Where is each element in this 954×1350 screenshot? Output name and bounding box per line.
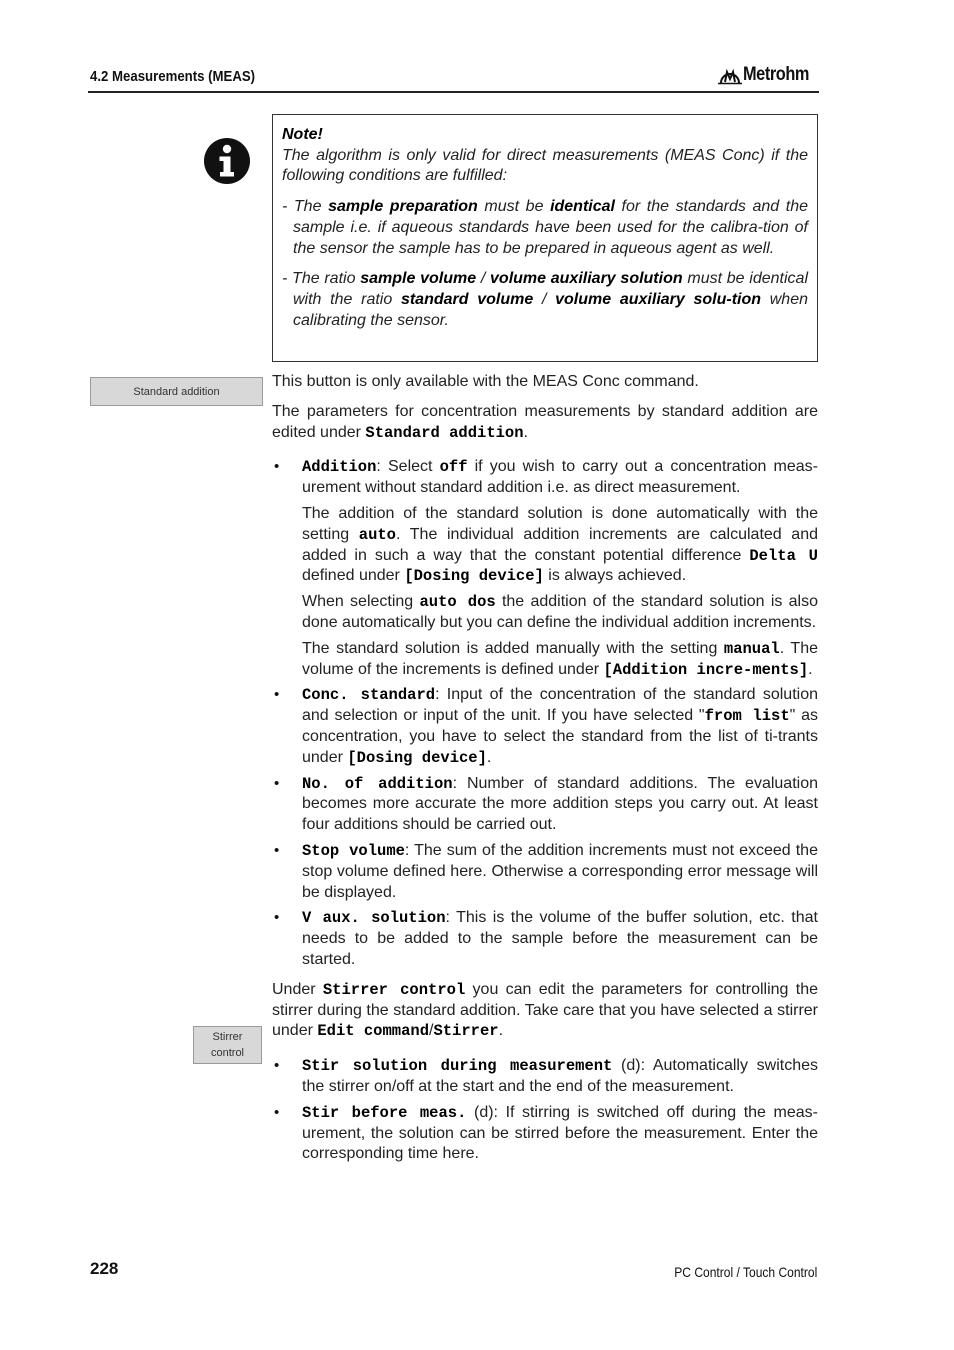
note-condition-2: - The ratio sample volume / volume auxiliary solution must be identical with the ratio standard volume / volume auxiliary solu-tion when calibrating the sensor. [282,270,809,329]
addition-auto-text: The addition of the standard solution is done automatically with the setting auto. The individual addition increments are calculated and added in such a way that the constant potential difference Delta U defined under [Dosing device] is always achieved. [302,504,819,586]
standard-addition-button[interactable]: Standard addition [90,377,263,406]
list-item-addition: • Addition: Select off if you wish to carry out a concentration meas-urement without standard addition i.e. as direct measurement. The addition of the standard solution is done automatically with the setting auto. The individual addition increments are calculated and added in such a way that the constant potential difference Delta U defined under [Dosing device] is always achieved. When selecting auto dos the addition of the standard solution is also done automatically but you can define the individual addition increments. The standard solution is added manually with the setting manual. The volume of the increments is defined under [Addition incre-ments]. [272,457,818,680]
stirrer-control-button[interactable] [193,1026,262,1064]
paragraph-availability: This button is only available with the MEAS Conc command. [272,373,699,390]
note-intro: The algorithm is only valid for direct measurements (MEAS Conc) if the following conditions are fulfilled: [282,146,808,185]
logo-text: Metrohm [743,64,809,85]
stirrer-button-line-2: control [210,1047,245,1059]
list-item-stir-solution: • Stir solution during measurement (d): Automatically switches the stirrer on/off at the start and the end of the measurement. [272,1056,818,1098]
stirrer-parameter-list [272,1056,818,1165]
list-item-conc-standard: • Conc. standard: Input of the concentration of the standard solution and selection or input of the unit. If you have selected "from list" as concentration, you have to select the standard from the list of ti-trants under [Dosing device]. [272,685,818,768]
list-item-no-of-addition: • No. of addition: Number of standard additions. The evaluation becomes more accurate the more addition steps you carry out. At least four additions should be carried out. [272,774,818,836]
addition-auto-dos-text: When selecting auto dos the addition of the standard solution is also done automatically but you can define the individual addition increments. [302,593,818,631]
addition-manual-text: The standard solution is added manually with the setting manual. The volume of the increments is defined under [Addition incre-ments]. [302,639,819,679]
paragraph-standard-addition: The parameters for concentration measurements by standard addition are edited under Standard addition. [272,402,818,442]
paragraph-stirrer-control: Under Stirrer control you can edit the parameters for controlling the stirrer during the standard addition. Take care that you have selected a stirrer under Edit command/Stirrer. [272,980,818,1041]
note-box [272,114,818,362]
note-title: Note! [282,126,323,143]
stirrer-button-line-1: Stirrer [212,1031,243,1043]
page-number: 228 [90,1259,119,1278]
main-content [272,372,818,1165]
list-item-v-aux-solution: • V aux. solution: This is the volume of the buffer solution, etc. that needs to be added to the sample before the measurement can be started. [272,908,818,970]
header-rule [88,91,819,93]
metrohm-logo-icon [718,65,742,85]
info-icon [203,137,251,185]
list-item-stir-before-meas: • Stir before meas. (d): If stirring is switched off during the meas-urement, the solution can be stirred before the measurement. Enter the corresponding time here. [272,1103,818,1165]
standard-addition-parameter-list [272,457,818,970]
metrohm-logo [718,64,822,88]
list-item-stop-volume: • Stop volume: The sum of the addition increments must not exceed the stop volume defined here. Otherwise a corresponding error message will be displayed. [272,841,818,903]
section-title: 4.2 Measurements (MEAS) [90,68,256,85]
note-condition-1: - The sample preparation must be identical for the standards and the sample i.e. if aqueous standards have been used for the calibra-tion of the sensor the sample has to be prepared in aqueous agent as well. [282,198,809,257]
footer-doc-title: PC Control / Touch Control [674,1264,817,1280]
